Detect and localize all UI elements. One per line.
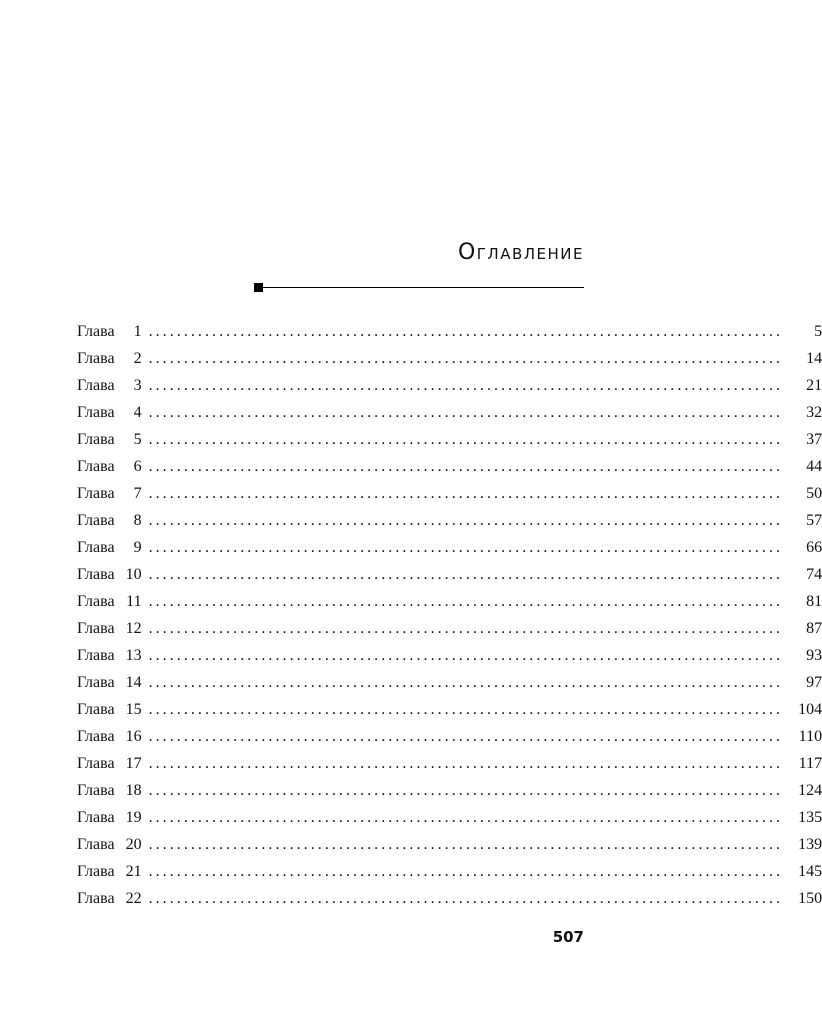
toc-entry[interactable] xyxy=(77,696,822,723)
chapter-number: 20 xyxy=(125,836,142,853)
chapter-number: 5 xyxy=(133,431,142,448)
chapter-label: Глава xyxy=(77,323,115,340)
dot-leader: .......................................................................................... xyxy=(148,755,784,772)
dot-leader: .......................................................................................... xyxy=(148,647,784,664)
title-rule xyxy=(254,283,584,293)
toc-entry[interactable] xyxy=(77,804,822,831)
dot-leader: .......................................................................................... xyxy=(148,836,784,853)
chapter-label: Глава xyxy=(77,458,115,475)
dot-leader: .......................................................................................... xyxy=(148,593,784,610)
toc-entry[interactable] xyxy=(77,615,822,642)
chapter-number: 10 xyxy=(125,566,142,583)
toc-entry[interactable] xyxy=(77,507,822,534)
chapter-number: 15 xyxy=(125,701,142,718)
chapter-label: Глава xyxy=(77,485,115,502)
toc-entry[interactable] xyxy=(77,426,822,453)
chapter-number: 9 xyxy=(133,539,142,556)
toc-entry[interactable] xyxy=(77,669,822,696)
toc-entry[interactable] xyxy=(77,723,822,750)
chapter-page: 50 xyxy=(806,485,822,502)
chapter-label: Глава xyxy=(77,431,115,448)
toc-entry[interactable] xyxy=(77,453,822,480)
page-number: 507 xyxy=(552,928,584,946)
chapter-label: Глава xyxy=(77,404,115,421)
chapter-page: 97 xyxy=(806,674,822,691)
chapter-page: 145 xyxy=(798,863,822,880)
chapter-label: Глава xyxy=(77,566,115,583)
chapter-page: 57 xyxy=(806,512,822,529)
chapter-label: Глава xyxy=(77,728,115,745)
chapter-page: 32 xyxy=(806,404,822,421)
dot-leader: .......................................................................................... xyxy=(148,890,784,907)
chapter-page: 5 xyxy=(814,323,822,340)
chapter-number: 21 xyxy=(125,863,142,880)
chapter-number: 22 xyxy=(125,890,142,907)
toc-entry[interactable] xyxy=(77,750,822,777)
chapter-page: 124 xyxy=(798,782,822,799)
dot-leader: .......................................................................................... xyxy=(148,863,784,880)
chapter-number: 3 xyxy=(133,377,142,394)
chapter-number: 18 xyxy=(125,782,142,799)
dot-leader: .......................................................................................... xyxy=(148,350,784,367)
dot-leader: .......................................................................................... xyxy=(148,728,784,745)
toc-entry[interactable] xyxy=(77,399,822,426)
chapter-page: 14 xyxy=(806,350,822,367)
dot-leader: .......................................................................................... xyxy=(148,566,784,583)
chapter-label: Глава xyxy=(77,539,115,556)
dot-leader: .......................................................................................... xyxy=(148,512,784,529)
chapter-number: 16 xyxy=(125,728,142,745)
chapter-page: 104 xyxy=(798,701,822,718)
chapter-page: 21 xyxy=(806,377,822,394)
chapter-number: 19 xyxy=(125,809,142,826)
chapter-number: 11 xyxy=(126,593,142,610)
dot-leader: .......................................................................................... xyxy=(148,701,784,718)
toc-entry[interactable] xyxy=(77,885,822,912)
chapter-number: 17 xyxy=(125,755,142,772)
chapter-number: 1 xyxy=(133,323,142,340)
toc-entry[interactable] xyxy=(77,777,822,804)
chapter-number: 2 xyxy=(133,350,142,367)
chapter-label: Глава xyxy=(77,836,115,853)
chapter-page: 150 xyxy=(798,890,822,907)
dot-leader: .......................................................................................... xyxy=(148,404,784,421)
chapter-label: Глава xyxy=(77,620,115,637)
chapter-page: 81 xyxy=(806,593,822,610)
chapter-page: 74 xyxy=(806,566,822,583)
toc-entry[interactable] xyxy=(77,831,822,858)
chapter-number: 7 xyxy=(133,485,142,502)
chapter-number: 6 xyxy=(133,458,142,475)
chapter-label: Глава xyxy=(77,755,115,772)
toc-entry[interactable] xyxy=(77,345,822,372)
toc-entry[interactable] xyxy=(77,858,822,885)
chapter-number: 8 xyxy=(133,512,142,529)
toc-entry[interactable] xyxy=(77,372,822,399)
dot-leader: .......................................................................................... xyxy=(148,323,784,340)
chapter-page: 110 xyxy=(798,728,822,745)
chapter-page: 66 xyxy=(806,539,822,556)
toc-entry[interactable] xyxy=(77,534,822,561)
chapter-label: Глава xyxy=(77,782,115,799)
chapter-page: 87 xyxy=(806,620,822,637)
chapter-label: Глава xyxy=(77,890,115,907)
chapter-label: Глава xyxy=(77,863,115,880)
toc-entry[interactable] xyxy=(77,642,822,669)
chapter-label: Глава xyxy=(77,809,115,826)
chapter-page: 44 xyxy=(806,458,822,475)
toc-title: Оглавление xyxy=(457,240,584,265)
chapter-label: Глава xyxy=(77,593,115,610)
chapter-number: 4 xyxy=(133,404,142,421)
dot-leader: .......................................................................................... xyxy=(148,620,784,637)
chapter-number: 12 xyxy=(125,620,142,637)
dot-leader: .......................................................................................... xyxy=(148,377,784,394)
chapter-page: 135 xyxy=(798,809,822,826)
chapter-label: Глава xyxy=(77,647,115,664)
toc-entry[interactable] xyxy=(77,318,822,345)
toc-entry[interactable] xyxy=(77,480,822,507)
chapter-label: Глава xyxy=(77,377,115,394)
dot-leader: .......................................................................................... xyxy=(148,539,784,556)
dot-leader: .......................................................................................... xyxy=(148,458,784,475)
toc-entry[interactable] xyxy=(77,588,822,615)
dot-leader: .......................................................................................... xyxy=(148,674,784,691)
toc-list xyxy=(77,318,822,912)
chapter-label: Глава xyxy=(77,512,115,529)
rule-square-marker xyxy=(254,283,263,292)
chapter-label: Глава xyxy=(77,350,115,367)
chapter-page: 37 xyxy=(806,431,822,448)
chapter-page: 93 xyxy=(806,647,822,664)
chapter-page: 139 xyxy=(798,836,822,853)
chapter-number: 14 xyxy=(125,674,142,691)
rule-line xyxy=(263,287,584,288)
dot-leader: .......................................................................................... xyxy=(148,431,784,448)
chapter-label: Глава xyxy=(77,701,115,718)
chapter-label: Глава xyxy=(77,674,115,691)
chapter-number: 13 xyxy=(125,647,142,664)
toc-entry[interactable] xyxy=(77,561,822,588)
dot-leader: .......................................................................................... xyxy=(148,809,784,826)
dot-leader: .......................................................................................... xyxy=(148,782,784,799)
dot-leader: .......................................................................................... xyxy=(148,485,784,502)
chapter-page: 117 xyxy=(798,755,822,772)
